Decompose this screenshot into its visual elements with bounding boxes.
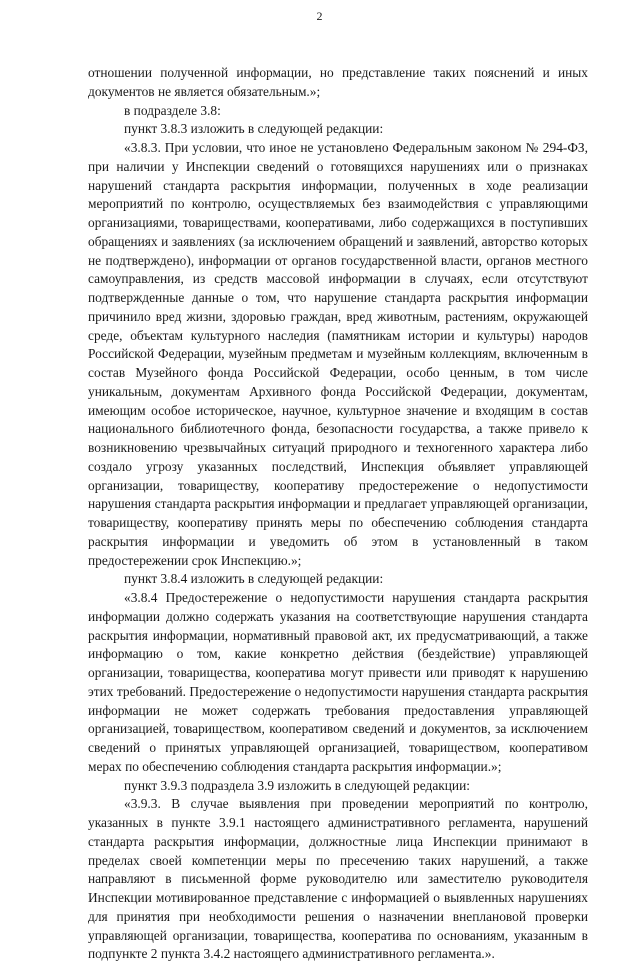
paragraph-item-3-9-3-intro: пункт 3.9.3 подраздела 3.9 изложить в следующей редакции: [124,777,470,793]
paragraph-item-3-9-3-text: «3.9.3. В случае выявления при проведении мероприятий по контролю, указанных в пункте 3.9.1 настоящего административного регламента, нарушений стандарта раскрытия информации, должностные лица Инспекции принимают в пределах своей компетенции меры по пресечению таких нарушений, а также направляют в письменной форме руководителю или заместителю руководителя Инспекции мотивированное представление с информацией о выявленных нарушениях для принятия при необходимости решения о назначении внеплановой проверки управляющей организации, товарищества, кооператива по основаниям, указанным в подпункте 2 пункта 3.4.2 настоящего административного регламента.». [88,796,588,962]
paragraph-item-3-8-3-intro: пункт 3.8.3 изложить в следующей редакции: [124,121,384,137]
paragraph-subsection-3-8: в подразделе 3.8: [124,102,221,118]
paragraph-item-3-8-3-text: «3.8.3. При условии, что иное не установлено Федеральным законом № 294-ФЗ, при наличии у Инспекции сведений о готовящихся нарушениях или о признаках нарушений стандарта раскрытия информации, полученных в ходе реализации мероприятий по контролю, осуществляемых без взаимодействия с управляющими организациями, товариществами, кооперативами, либо содержащихся в поступивших обращениях и заявлениях (за исключением обращений и заявлений, авторство которых не подтверждено), информации от органов государственной власти, органов местного самоуправления, из средств массовой информации в случаях, если отсутствуют подтвержденные данные о том, что нарушение стандарта раскрытия информации причинило вред жизни, здоровью граждан, вред животным, растениям, окружающей среде, объектам культурного наследия (памятникам истории и культуры) народов Российской Федерации, музейным предметам и музейным коллекциям, включенным в состав Музейного фонда Российской Федерации, особо ценным, в том числе уникальным, документам Архивного фонда Российской Федерации, документам, имеющим особое историческое, научное, культурное значение и входящим в состав национального библиотечного фонда, безопасности государства, а также привело к возникновению чрезвычайных ситуаций природного и техногенного характера либо создало угрозу указанных последствий, Инспекция объявляет управляющей организации, товариществу, кооперативу предостережение о недопустимости нарушения стандарта раскрытия информации и предлагает управляющей организации, товариществу, кооперативу принять меры по обеспечению соблюдения стандарта раскрытия информации и уведомить об этом в установленный в таком предостережении срок Инспекцию.»; [88,140,588,568]
paragraph-item-3-8-4-intro: пункт 3.8.4 изложить в следующей редакции: [124,571,384,587]
document-body [88,64,588,964]
paragraph-continuation: отношении полученной информации, но представление таких пояснений и иных документов не является обязательным.»; [88,65,588,99]
paragraph-item-3-8-4-text: «3.8.4 Предостережение о недопустимости нарушения стандарта раскрытия информации должно содержать указания на соответствующие нарушения стандарта раскрытия информации, нормативный правовой акт, их предусматривающий, а также информацию о том, какие конкретно действия (бездействие) управляющей организации, товарищества, кооператива могут привести или приводят к нарушению этих требований. Предостережение о недопустимости нарушения стандарта раскрытия информации не может содержать требования предоставления управляющей организацией, товариществом, кооперативом сведений и документов, за исключением сведений о принятых управляющей организацией, товариществом, кооперативом мерах по обеспечению соблюдения стандарта раскрытия информации.»; [88,590,588,774]
page-number: 2 [316,9,323,23]
